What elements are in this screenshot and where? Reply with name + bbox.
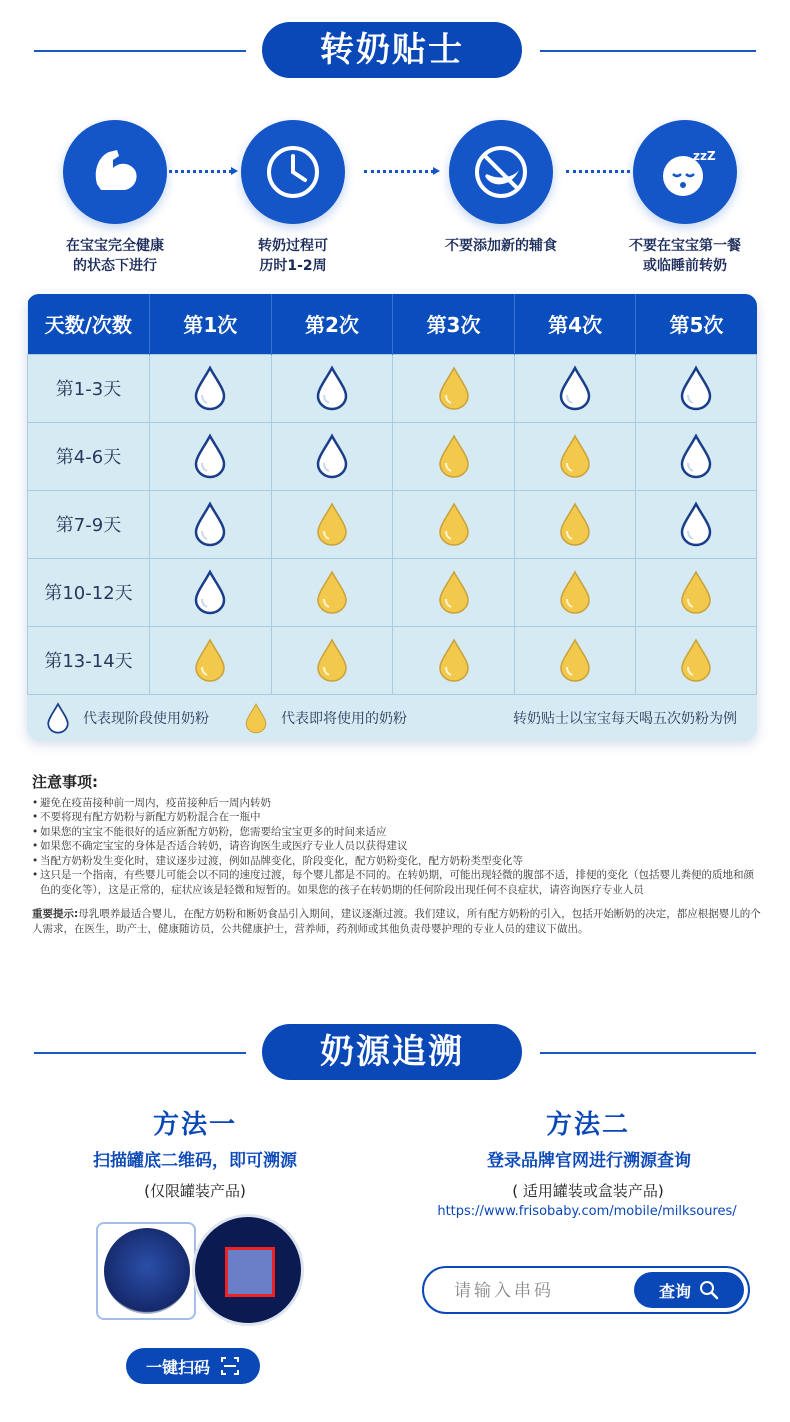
feeding-cell <box>636 422 757 490</box>
tip-text-1: 转奶过程可 <box>258 238 328 254</box>
drop-new-icon <box>436 365 472 411</box>
drop-new-icon <box>678 637 714 683</box>
header-feeding-1: 第1次 <box>150 294 272 354</box>
tip-text-2: 历时1-2周 <box>259 258 327 274</box>
svg-text:zzZ: zzZ <box>693 149 716 163</box>
table-row <box>28 354 757 422</box>
table-row <box>28 422 757 490</box>
note-item: • 当配方奶粉发生变化时，建议逐步过渡，例如品牌变化，阶段变化，配方奶粉变化，配方奶粉类型变化等 <box>32 854 762 869</box>
header-feeding-2: 第2次 <box>271 294 393 354</box>
tips-row <box>0 120 790 280</box>
legend-new-label: 代表即将使用的奶粉 <box>281 711 407 727</box>
feeding-cell <box>636 490 757 558</box>
drop-new-icon <box>436 637 472 683</box>
important-note <box>32 907 762 936</box>
note-item: • 避免在疫苗接种前一周内，疫苗接种后一周内转奶 <box>32 796 762 811</box>
qr-magnifier-image <box>192 1214 304 1326</box>
notes-block <box>32 775 762 936</box>
feeding-cell <box>636 558 757 626</box>
muscle-arm-icon <box>63 120 167 224</box>
feeding-cell <box>393 422 515 490</box>
drop-current-icon <box>314 433 350 479</box>
feeding-cell <box>514 626 636 694</box>
note-item: • 如果您的宝宝不能很好的适应新配方奶粉，您需要给宝宝更多的时间来适应 <box>32 825 762 840</box>
legend-new <box>243 702 407 734</box>
feeding-cell <box>393 354 515 422</box>
notes-list <box>32 796 762 898</box>
header-line-left <box>34 1052 246 1054</box>
scan-icon <box>220 1356 240 1376</box>
tip-text-1: 不要在宝宝第一餐 <box>629 238 741 254</box>
drop-new-icon <box>557 637 593 683</box>
transition-table-card <box>27 294 757 740</box>
feeding-cell <box>514 422 636 490</box>
header-line-right <box>540 50 756 52</box>
method1-note: (仅限罐装产品) <box>144 1182 246 1200</box>
legend-footnote <box>513 708 737 728</box>
row-days-label: 第4-6天 <box>28 422 150 490</box>
drop-current-icon <box>557 365 593 411</box>
tip-text-1: 不要添加新的辅食 <box>445 238 557 254</box>
feeding-cell <box>636 626 757 694</box>
method2-subtitle: 登录品牌官网进行溯源查询 <box>487 1151 691 1171</box>
drop-current-icon <box>314 365 350 411</box>
legend-current <box>45 702 209 734</box>
scan-button[interactable] <box>126 1348 260 1384</box>
drop-current-icon <box>192 433 228 479</box>
note-item: • 这只是一个指南，有些婴儿可能会以不同的速度过渡，每个婴儿都是不同的。在转奶期，可能出现轻微的腹部不适，排便的变化（包括婴儿粪便的质地和颜色的变化等），这是正常的，症状应该是轻微和短暂的。如果您的孩子在转奶期的任何阶段出现任何不良症状，请咨询医疗专业人员 <box>32 868 762 897</box>
feeding-cell <box>393 626 515 694</box>
drop-current-icon <box>678 433 714 479</box>
drop-current-icon <box>192 501 228 547</box>
table-legend <box>27 694 757 740</box>
drop-current-icon <box>192 365 228 411</box>
row-days-label: 第10-12天 <box>28 558 150 626</box>
drop-new-icon <box>243 702 269 734</box>
feeding-cell <box>636 354 757 422</box>
section-header-tips <box>0 22 790 82</box>
transition-table <box>27 294 757 695</box>
tip-no-food <box>416 120 586 256</box>
method2-url-link[interactable]: https://www.frisobaby.com/mobile/milksoures/ <box>437 1204 737 1219</box>
serial-code-input[interactable] <box>454 1278 634 1304</box>
tip-text-2: 的状态下进行 <box>73 258 157 274</box>
method1-title: 方法一 <box>152 1110 237 1140</box>
feeding-cell <box>150 558 272 626</box>
drop-new-icon <box>314 501 350 547</box>
drop-new-icon <box>192 637 228 683</box>
clock-icon <box>241 120 345 224</box>
note-item: • 不要将现有配方奶粉与新配方奶粉混合在一瓶中 <box>32 810 762 825</box>
tip-text-1: 在宝宝完全健康 <box>66 238 164 254</box>
sleeping-face-icon <box>633 120 737 224</box>
legend-footnote-text: 转奶贴士以宝宝每天喝五次奶粉为例 <box>513 711 737 727</box>
row-days-label: 第7-9天 <box>28 490 150 558</box>
table-row <box>28 558 757 626</box>
feeding-cell <box>271 490 393 558</box>
feeding-cell <box>514 558 636 626</box>
legend-current-label: 代表现阶段使用奶粉 <box>83 711 209 727</box>
tip-text-2: 或临睡前转奶 <box>643 258 727 274</box>
section-title: 奶源追溯 <box>262 1024 522 1080</box>
feeding-cell <box>514 490 636 558</box>
table-body <box>28 354 757 694</box>
important-text: 母乳喂养最适合婴儿，在配方奶粉和断奶食品引入期间，建议逐渐过渡。我们建议，所有配方奶粉的引入，包括开始断奶的决定，都应根据婴儿的个人需求，在医生，助产士，健康随访员，公共健康护士，营养师，药剂师或其他负责母婴护理的专业人员的建议下做出。 <box>32 908 761 935</box>
feeding-cell <box>271 558 393 626</box>
feeding-cell <box>150 354 272 422</box>
header-line-left <box>34 50 246 52</box>
header-feeding-5: 第5次 <box>636 294 757 354</box>
feeding-cell <box>150 626 272 694</box>
feeding-cell <box>150 422 272 490</box>
drop-new-icon <box>436 569 472 615</box>
method2-title: 方法二 <box>545 1110 630 1140</box>
drop-new-icon <box>557 501 593 547</box>
header-days: 天数/次数 <box>28 294 150 354</box>
query-button[interactable] <box>634 1272 744 1308</box>
trace-search-box <box>422 1266 750 1314</box>
feeding-cell <box>393 558 515 626</box>
feeding-cell <box>271 626 393 694</box>
drop-new-icon <box>557 569 593 615</box>
method1-subtitle: 扫描罐底二维码，即可溯源 <box>93 1151 297 1171</box>
important-label: 重要提示: <box>32 908 79 920</box>
drop-new-icon <box>678 569 714 615</box>
table-row <box>28 626 757 694</box>
row-days-label: 第13-14天 <box>28 626 150 694</box>
drop-new-icon <box>314 637 350 683</box>
drop-new-icon <box>436 501 472 547</box>
feeding-cell <box>150 490 272 558</box>
table-header-row <box>28 294 757 354</box>
notes-title: 注意事项: <box>32 773 98 791</box>
drop-current-icon <box>45 702 71 734</box>
feeding-cell <box>271 354 393 422</box>
milk-can-image <box>104 1228 190 1314</box>
drop-current-icon <box>678 365 714 411</box>
search-icon <box>699 1280 719 1300</box>
header-line-right <box>540 1052 756 1054</box>
no-food-icon <box>449 120 553 224</box>
scan-button-label: 一键扫码 <box>145 1357 210 1377</box>
section-header-trace <box>0 1024 790 1084</box>
feeding-cell <box>514 354 636 422</box>
query-button-label: 查询 <box>658 1281 691 1301</box>
note-item: • 如果您不确定宝宝的身体是否适合转奶，请咨询医生或医疗专业人员以获得建议 <box>32 839 762 854</box>
header-feeding-3: 第3次 <box>393 294 515 354</box>
drop-new-icon <box>436 433 472 479</box>
drop-new-icon <box>314 569 350 615</box>
tip-no-bedtime <box>600 120 770 276</box>
drop-current-icon <box>678 501 714 547</box>
feeding-cell <box>271 422 393 490</box>
tip-healthy <box>30 120 200 276</box>
row-days-label: 第1-3天 <box>28 354 150 422</box>
tip-duration <box>208 120 378 276</box>
method2-note: ( 适用罐装或盒装产品) <box>512 1182 664 1200</box>
drop-current-icon <box>192 569 228 615</box>
table-row <box>28 490 757 558</box>
header-feeding-4: 第4次 <box>514 294 636 354</box>
drop-new-icon <box>557 433 593 479</box>
section-title: 转奶贴士 <box>262 22 522 78</box>
qr-code-icon <box>225 1247 275 1297</box>
feeding-cell <box>393 490 515 558</box>
